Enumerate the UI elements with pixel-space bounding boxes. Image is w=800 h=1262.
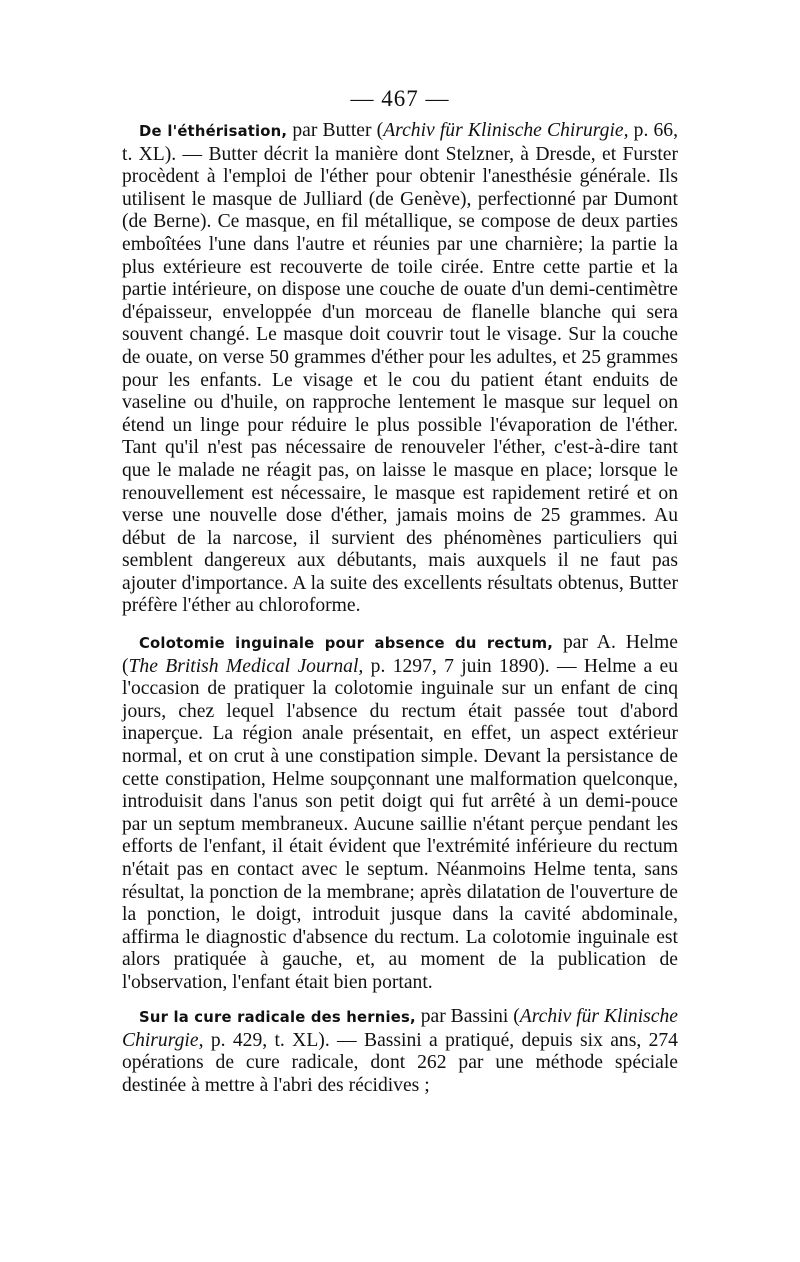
article-colotomie — [122, 632, 678, 995]
article-etherisation — [122, 120, 678, 618]
article-reference: p. 1297, 7 juin 1890). — — [363, 655, 577, 677]
article-heading: Colotomie inguinale pour absence du rectum, — [139, 635, 554, 652]
article-byline: par Butter ( — [287, 120, 384, 141]
article-reference: p. 66, t. XL). — — [122, 120, 678, 165]
article-source: The British Medical Journal, — [128, 655, 364, 677]
article-source: Archiv für Klinische Chirurgie, — [122, 1006, 678, 1051]
article-heading: De l'éthérisation, — [139, 123, 288, 140]
article-paragraph — [122, 632, 678, 995]
article-reference: p. 429, t. XL). — — [203, 1029, 357, 1051]
article-body: Butter décrit la manière dont Stelzner, à Dresde, et Furster procèdent à l'emploi de l'éther pour obtenir l'anesthésie générale. Ils utilisent le masque de Julliard (de Genève), perfectionné par Dumont (de Berne). Ce masque, en fil métallique, se compose de deux parties emboîtées l'une dans l'autre et réunies par une charnière; la partie la plus extérieure est recouverte de toile cirée. Entre cette partie et la partie intérieure, on dispose une couche de ouate d'un demi-centimètre d'épaisseur, enveloppée d'un morceau de flanelle blanche qui sera souvent changé. Le masque doit couvrir tout le visage. Sur la couche de ouate, on verse 50 grammes d'éther pour les adultes, et 25 grammes pour les enfants. Le visage et le cou du patient étant enduits de vaseline ou d'huile, on rapproche lentement le masque sur lequel on étend un linge pour réduire le plus possible l'évaporation de l'éther. Tant qu'il n'est pas nécessaire de renouveler l'éther, c'est-à-dire tant que le malade ne réagit pas, on laisse le masque en place; lorsque le renouvellement est nécessaire, le masque est rapidement retiré et on verse une nouvelle dose d'éther, jamais moins de 25 grammes. Au début de la narcose, il survient des phénomènes particuliers qui semblent dangereux aux débutants, mais auxquels il ne faut pas ajouter d'importance. A la suite des excellents résultats obtenus, Butter préfère l'éther au chloroforme. — [122, 143, 678, 617]
page-number: — 467 — — [350, 86, 450, 111]
article-byline: par A. Helme ( — [122, 632, 678, 677]
article-byline: par Bassini ( — [415, 1006, 520, 1027]
article-body: Bassini a pratiqué, depuis six ans, 274 opérations de cure radicale, dont 262 par une méthode spéciale destinée à mettre à l'abri des récidives ; — [122, 1029, 678, 1096]
article-paragraph — [122, 1006, 678, 1097]
article-heading: Sur la cure radicale des hernies, — [139, 1009, 416, 1026]
article-paragraph — [122, 120, 678, 618]
article-source: Archiv für Klinische Chirurgie, — [383, 120, 629, 141]
article-hernies — [122, 1006, 678, 1097]
article-body: Helme a eu l'occasion de pratiquer la colotomie inguinale sur un enfant de cinq jours, chez lequel l'absence du rectum était passée tout d'abord inaperçue. La région anale présentait, en effet, un aspect extérieur normal, et on crut à une constipation simple. Devant la persistance de cette constipation, Helme soupçonnant une malformation quelconque, introduisit dans l'anus son petit doigt qui fut arrêté à un demi-pouce par un septum membraneux. Aucune saillie n'étant perçue pendant les efforts de l'enfant, il était évident que l'extrémité inférieure du rectum n'était pas en contact avec le septum. Néanmoins Helme tenta, sans résultat, la ponction de la membrane; après dilatation de l'ouverture de la ponction, le doigt, introduit jusque dans la cavité abdominale, affirma le diagnostic d'absence du rectum. La colotomie inguinale est alors pratiquée à gauche, et, au moment de la publication de l'observation, l'enfant était bien portant. — [122, 655, 679, 993]
